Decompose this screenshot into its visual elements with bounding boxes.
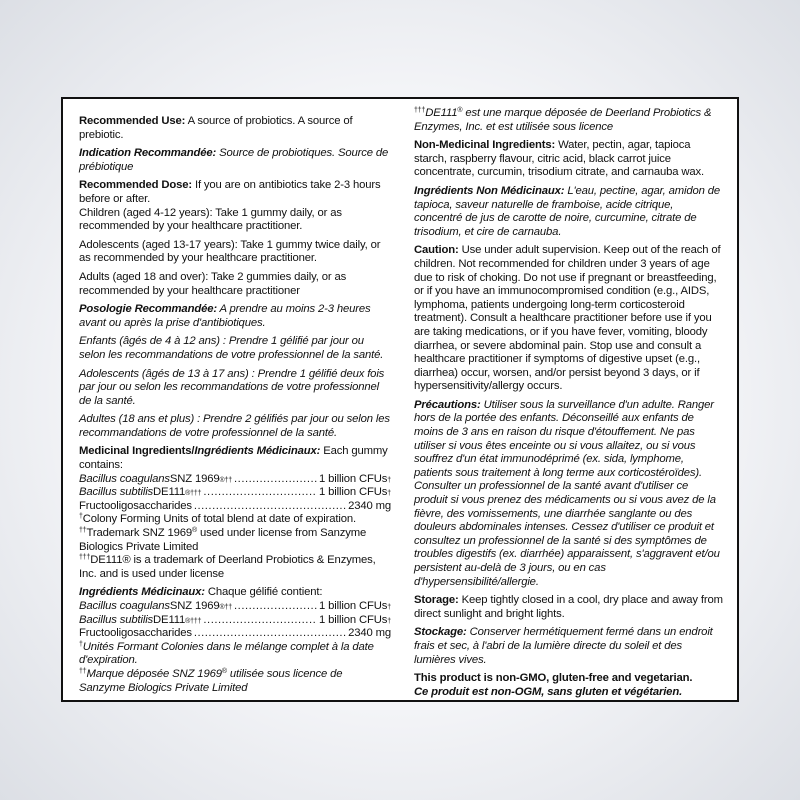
footnote-snz: ††Trademark SNZ 1969® used under license from Sanzyme Biologics Private Limited <box>79 527 367 553</box>
footnote-ufc-fr: †Unités Formant Colonies dans le mélange complet à la date d'expiration. <box>79 640 374 667</box>
dose-children: Children (aged 4-12 years): Take 1 gummy daily, or as recommended by your healthcare practitioner. <box>79 206 342 233</box>
dose-enfants: Enfants (âgés de 4 à 12 ans) : Prendre 1 gélifié par jour ou selon les recommandations de votre professionnel de la santé. <box>79 335 384 361</box>
stockage-fr: Stockage: Conserver hermétiquement fermé dans un endroit frais et sec, à l'abri de la lumière directe du soleil et des lumières vives. <box>414 626 713 666</box>
leader-dots <box>203 614 317 628</box>
left-column <box>79 115 391 695</box>
ingredient-row: Bacillus coagulans SNZ 1969 ®†† ..... 1 billion CFUs † <box>79 473 391 487</box>
medicinal-ingredients-fr-heading: Ingrédients Médicinaux: Chaque gélifié contient: <box>79 586 323 599</box>
footnote-de111: †††DE111® is a trademark of Deerland Probiotics & Enzymes, Inc. and is used under license <box>79 554 376 580</box>
footnote-cfu: †Colony Forming Units of total blend at date of expiration. <box>79 513 356 526</box>
ingredient-list-en <box>79 473 391 514</box>
ingredient-row: Bacillus subtilis DE111 ®††† ..... 1 billion CFUs † <box>79 614 391 628</box>
footnote-snz-fr: ††Marque déposée SNZ 1969® utilisée sous licence de Sanzyme Biologics Private Limited <box>79 667 343 694</box>
non-medicinal-ingredients: Non-Medicinal Ingredients: Water, pectin, agar, tapioca starch, raspberry flavour, citric acid, black carrot juice concentrate, curcumin, trisodium citrate, and carnauba wax. <box>414 139 705 179</box>
non-medicinal-ingredients-fr: Ingrédients Non Médicinaux: L'eau, pectine, agar, amidon de tapioca, saveur naturelle de framboise, acide citrique, concentré de jus de carotte de noire, curcumine, citrate de trisodium, et cire de carnauba. <box>414 184 720 238</box>
leader-dots <box>194 500 346 514</box>
medicinal-ingredients-heading: Medicinal Ingredients/Ingrédients Médicinaux: Each gummy contains: <box>79 445 388 472</box>
recommended-use: Recommended Use: A source of probiotics. A source of prebiotic. <box>79 115 353 141</box>
ingredient-row: Fructooligosaccharides ..... 2340 mg <box>79 500 391 514</box>
non-gmo-statement-fr: Ce produit est non-OGM, sans gluten et végétarien. <box>414 685 683 698</box>
dose-adolescents-fr: Adolescents (âgés de 13 à 17 ans) : Prendre 1 gélifié deux fois par jour ou selon les recommandations de votre professionnel de la santé. <box>79 367 385 407</box>
precautions-fr: Précautions: Utiliser sous la surveillance d'un adulte. Ranger hors de la portée des enfants. Déconseillé aux enfants de moins de 3 ans en raison du risque d'étouffement. Ne pas utiliser si vous êtes enceinte ou si vous allaitez, ou si vous souffrez d'un état immunodéprimé (ex. sida, lymphome, patients sous traitement à long terme aux corticostéroïdes). Consulter un professionnel de la santé avant d'utiliser ce produit si vous prenez des médicaments ou si vous avez de la fièvre, des vomissements, une diarrhée sanglante ou des douleurs abdominales intenses. Cessez d'utiliser ce produit et consultez un professionnel de la santé si des symptômes de troubles digestifs (ex. diarrhée) apparaissent, s'aggravent et/ou persistent au-delà de 3 jours, ou en cas d'hypersensibilité/allergie. <box>414 398 720 588</box>
right-column <box>414 107 724 704</box>
dose-adultes-fr: Adultes (18 ans et plus) : Prendre 2 gélifiés par jour ou selon les recommandations de votre professionnel de la santé. <box>79 413 390 439</box>
caution: Caution: Use under adult supervision. Keep out of the reach of children. Not recommended for children under 3 years of age due to risk of choking. Do not use if pregnant or breastfeeding, or if you have an immunocompromised condition (e.g., AIDS, lymphoma, patients undergoing long-term corticosteroid treatment). Consult a healthcare practitioner before use if you are taking medications, or if you have fever, vomiting, bloody diarrhea, or severe abdominal pain. Stop use and consult a healthcare practitioner if symptoms of digestive upset (e.g., diarrhea) occur, worsen, and/or persist beyond 3 days, or if hypersensitivity/allergy occurs. <box>414 244 721 393</box>
ingredient-list-fr <box>79 600 391 641</box>
leader-dots <box>234 600 317 614</box>
footnote-de111-fr: †††DE111® est une marque déposée de Deerland Probiotics & Enzymes, Inc. et est utilisée sous licence <box>414 107 712 133</box>
non-gmo-statement: This product is non-GMO, gluten-free and vegetarian. <box>414 672 693 685</box>
leader-dots <box>194 627 346 641</box>
label-panel <box>61 97 739 702</box>
dose-adults: Adults (aged 18 and over): Take 2 gummies daily, or as recommended by your healthcare practitioner <box>79 270 347 297</box>
indication-recommandee: Indication Recommandée: Source de probiotiques. Source de prébiotique <box>79 147 389 173</box>
ingredient-row: Fructooligosaccharides ..... 2340 mg <box>79 627 391 641</box>
ingredient-row: Bacillus subtilis DE111 ®††† ..... 1 billion CFUs † <box>79 486 391 500</box>
ingredient-row: Bacillus coagulans SNZ 1969 ®†† ..... 1 billion CFUs † <box>79 600 391 614</box>
storage: Storage: Keep tightly closed in a cool, dry place and away from direct sunlight and bright lights. <box>414 594 723 620</box>
leader-dots <box>203 486 317 500</box>
leader-dots <box>234 473 317 487</box>
recommended-dose: Recommended Dose: If you are on antibiotics take 2-3 hours before or after. <box>79 179 381 205</box>
dose-adolescents: Adolescents (aged 13-17 years): Take 1 gummy twice daily, or as recommended by your healthcare practitioner. <box>79 238 381 265</box>
posologie-recommandee: Posologie Recommandée: A prendre au moins 2-3 heures avant ou après la prise d'antibiotiques. <box>79 303 371 329</box>
